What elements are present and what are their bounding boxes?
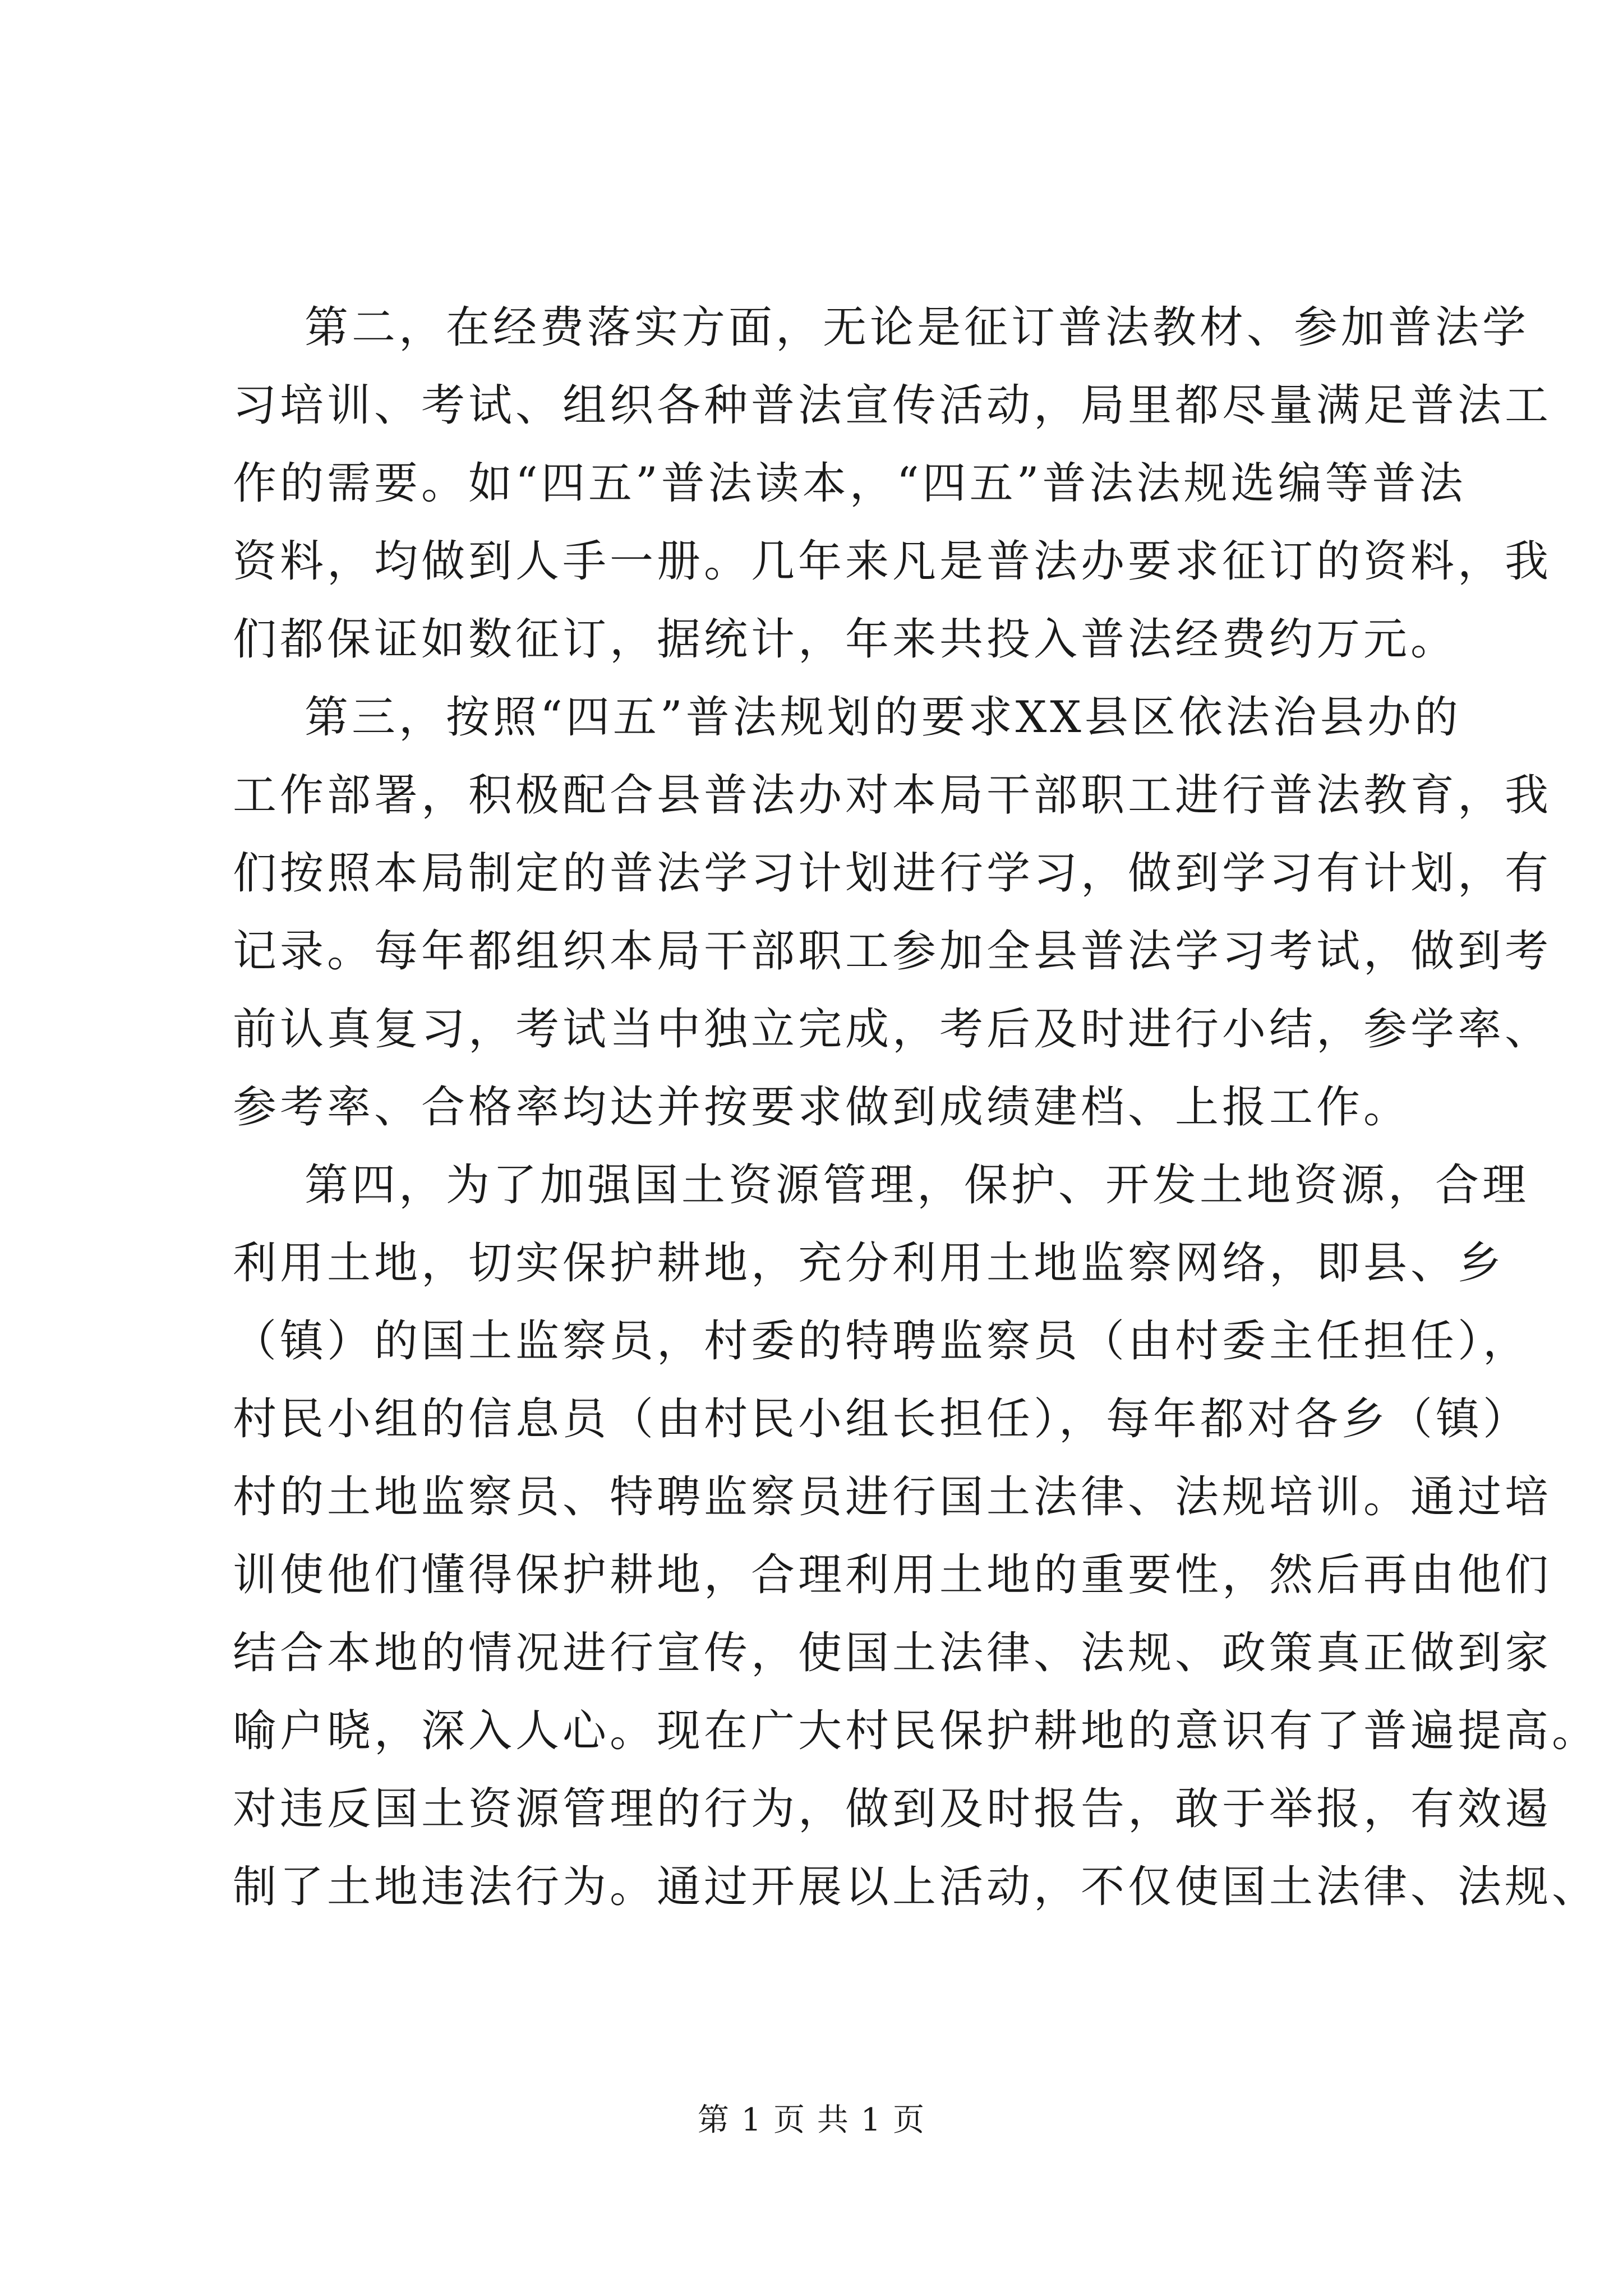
paragraph-4-line-9: 对违反国土资源管理的行为，做到及时报告，敢于举报，有效遏	[233, 1784, 1552, 1834]
paragraph-2-line-4: 资料，均做到人手一册。几年来凡是普法办要求征订的资料，我	[233, 536, 1552, 587]
paragraph-4-line-3: （镇）的国土监察员，村委的特聘监察员（由村委主任担任），	[233, 1316, 1530, 1366]
paragraph-2-line-3: 作的需要。如“四五”普法读本，“四五”普法法规选编等普法	[233, 458, 1467, 509]
paragraph-4-line-4: 村民小组的信息员（由村民小组长担任），每年都对各乡（镇）	[233, 1394, 1530, 1444]
paragraph-4-line-5: 村的土地监察员、特聘监察员进行国土法律、法规培训。通过培	[233, 1472, 1552, 1522]
paragraph-2-line-1: 第二，在经费落实方面，无论是征订普法教材、参加普法学	[305, 302, 1530, 353]
paragraph-4-line-10: 制了土地违法行为。通过开展以上活动，不仅使国土法律、法规、	[233, 1862, 1599, 1912]
paragraph-4-line-7: 结合本地的情况进行宣传，使国土法律、法规、政策真正做到家	[233, 1628, 1552, 1678]
paragraph-3-line-5: 前认真复习，考试当中独立完成，考后及时进行小结，参学率、	[233, 1004, 1552, 1055]
paragraph-3-line-4: 记录。每年都组织本局干部职工参加全县普法学习考试，做到考	[233, 926, 1552, 977]
paragraph-4-line-1: 第四，为了加强国土资源管理，保护、开发土地资源，合理	[305, 1160, 1530, 1211]
paragraph-3-line-3: 们按照本局制定的普法学习计划进行学习，做到学习有计划，有	[233, 848, 1552, 899]
document-body	[233, 289, 1599, 1926]
paragraph-3-line-1: 第三，按照“四五”普法规划的要求XX县区依法治县办的	[305, 692, 1461, 743]
paragraph-2-line-5: 们都保证如数征订，据统计，年来共投入普法经费约万元。	[233, 614, 1458, 665]
paragraph-2-line-2: 习培训、考试、组织各种普法宣传活动，局里都尽量满足普法工	[233, 380, 1552, 431]
page-footer: 第 1 页 共 1 页	[697, 2102, 926, 2138]
paragraph-3-line-6: 参考率、合格率均达并按要求做到成绩建档、上报工作。	[233, 1082, 1411, 1133]
paragraph-4-line-8: 喻户晓，深入人心。现在广大村民保护耕地的意识有了普遍提高。	[233, 1706, 1599, 1756]
paragraph-4-line-2: 利用土地，切实保护耕地，充分利用土地监察网络，即县、乡	[233, 1238, 1505, 1289]
paragraph-4-line-6: 训使他们懂得保护耕地，合理利用土地的重要性，然后再由他们	[233, 1550, 1552, 1600]
paragraph-3-line-2: 工作部署，积极配合县普法办对本局干部职工进行普法教育，我	[233, 770, 1552, 821]
